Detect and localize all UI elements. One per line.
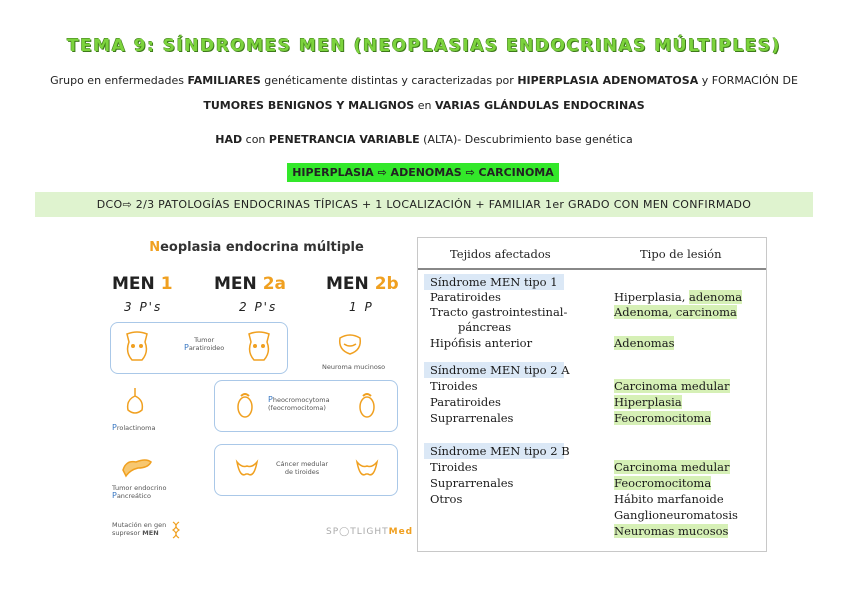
men2b-label: MEN 2b xyxy=(326,274,399,294)
adrenal-icon xyxy=(234,390,256,420)
table-cell: Feocromocitoma xyxy=(614,476,712,490)
pancreas-icon xyxy=(120,454,154,478)
intro-line-2 xyxy=(0,99,848,112)
pituitary-icon xyxy=(122,386,148,418)
intro-bold: FAMILIARES xyxy=(187,74,261,87)
thyroid-icon-2 xyxy=(354,456,380,482)
intro-bold: TUMORES BENIGNOS Y MALIGNOS xyxy=(203,99,415,112)
mouth-icon xyxy=(336,330,364,358)
table-cell: Neuromas mucosos xyxy=(614,524,729,538)
had-bold: PENETRANCIA VARIABLE xyxy=(268,133,420,146)
intro-line-1 xyxy=(0,74,848,87)
intro-text: genéticamente distintas y caracterizadas por xyxy=(264,74,514,87)
dco-criteria: DCO⇨ 2/3 PATOLOGÍAS ENDOCRINAS TÍPICAS + 1 LOCALIZACIÓN + FAMILIAR 1er GRADO CON MEN CONFIRMADO xyxy=(35,192,813,217)
title-rest: eoplasia endocrina múltiple xyxy=(160,240,364,255)
table-cell: Tracto gastrointestinal- xyxy=(430,305,568,319)
had-bold: HAD xyxy=(215,133,243,146)
intro-bold: HIPERPLASIA ADENOMATOSA xyxy=(517,74,699,87)
men1-ps: 3 P's xyxy=(124,300,163,314)
page-title: TEMA 9: SÍNDROMES MEN (NEOPLASIAS ENDOCRINAS MÚLTIPLES) xyxy=(67,36,781,56)
progression-highlight: HIPERPLASIA ⇨ ADENOMAS ⇨ CARCINOMA xyxy=(287,163,559,182)
pancreas-label: Tumor endocrino Pancreático xyxy=(112,484,167,500)
parathyroid-icon xyxy=(122,330,152,364)
pheo-label: Pheocromocytoma (feocromocitoma) xyxy=(268,395,330,412)
mutation-label: Mutación en gen supresor MEN xyxy=(112,521,167,537)
dna-icon xyxy=(172,520,180,540)
table-header xyxy=(418,238,766,270)
men2a-label: MEN 2a xyxy=(214,274,286,294)
section-men2b: Síndrome MEN tipo 2 B xyxy=(430,444,570,458)
intro-text: Grupo en enfermedades xyxy=(50,74,184,87)
had-text: con xyxy=(245,133,266,146)
men2a-ps: 2 P's xyxy=(239,300,278,314)
header-tissues: Tejidos afectados xyxy=(450,247,551,261)
table-cell: Hábito marfanoide xyxy=(614,492,724,506)
section-men1: Síndrome MEN tipo 1 xyxy=(430,275,558,289)
table-cell: Carcinoma medular xyxy=(614,379,730,393)
table-cell: Carcinoma medular xyxy=(614,460,730,474)
table-cell: Tiroides xyxy=(430,379,478,393)
table-cell: Adenoma, carcinoma xyxy=(614,305,737,319)
table-cell: Paratiroides xyxy=(430,395,501,409)
men1-label: MEN 1 xyxy=(112,274,173,294)
table-cell: páncreas xyxy=(458,320,512,334)
men-infographic xyxy=(104,234,414,554)
table-cell: Paratiroides xyxy=(430,290,501,304)
intro-text: y FORMACIÓN DE xyxy=(701,74,798,87)
table-cell: Otros xyxy=(430,492,463,506)
had-line xyxy=(0,133,848,146)
table-cell: Suprarrenales xyxy=(430,411,514,425)
table-cell: Suprarrenales xyxy=(430,476,514,490)
men-table xyxy=(417,237,767,552)
title-initial: N xyxy=(149,240,161,255)
prolactinoma-label: Prolactinoma xyxy=(112,423,156,432)
men2b-ps: 1 P xyxy=(349,300,374,314)
neuroma-label: Neuroma mucinoso xyxy=(322,363,386,371)
had-text: (ALTA)- Descubrimiento base genética xyxy=(423,133,633,146)
table-cell: Hiperplasia xyxy=(614,395,682,409)
medullary-label: Cáncer medular de tiroides xyxy=(276,460,328,476)
infographic-title xyxy=(104,240,409,255)
intro-text: en xyxy=(417,99,432,112)
header-lesion: Tipo de lesión xyxy=(640,247,722,261)
table-cell: Hipófisis anterior xyxy=(430,336,533,350)
table-cell: Adenomas xyxy=(614,336,675,350)
intro-bold: VARIAS GLÁNDULAS ENDOCRINAS xyxy=(434,99,645,112)
thyroid-icon xyxy=(234,456,260,482)
parathyroid-icon-2 xyxy=(244,330,274,364)
parathyroid-label: Tumor Paratiroideo xyxy=(184,336,225,352)
adrenal-icon-2 xyxy=(356,390,378,420)
section-men2a: Síndrome MEN tipo 2 A xyxy=(430,363,570,377)
spotlight-logo: SP◯TLIGHTMed xyxy=(326,527,414,537)
table-cell: Tiroides xyxy=(430,460,478,474)
table-cell: Feocromocitoma xyxy=(614,411,712,425)
table-cell: Ganglioneuromatosis xyxy=(614,508,738,522)
table-cell: Hiperplasia, adenoma xyxy=(614,290,743,304)
